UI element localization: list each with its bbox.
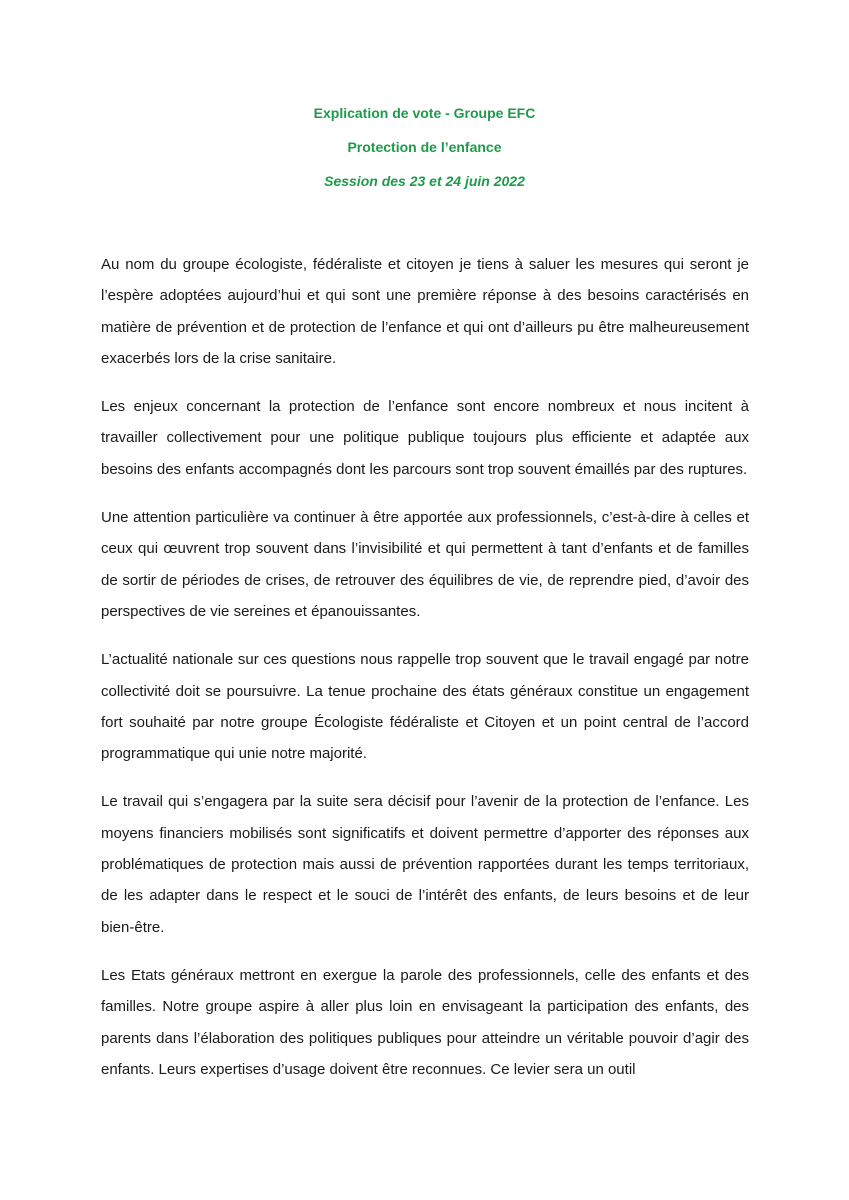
- session-date: Session des 23 et 24 juin 2022: [324, 173, 525, 189]
- paragraph-introduction: Au nom du groupe écologiste, fédéraliste et citoyen je tiens à saluer les mesures qui seront je l’espère adoptées aujourd’hui et qui sont une première réponse à des besoins caractérisés en matière de prévention et de protection de l’enfance et qui ont d’ailleurs pu être malheureusement exacerbés lors de la crise sanitaire.: [101, 256, 749, 367]
- paragraph-enjeux: Les enjeux concernant la protection de l’enfance sont encore nombreux et nous incitent à travailler collectivement pour une politique publique toujours plus efficiente et adaptée aux besoins des enfants accompagnés dont les parcours sont trop souvent émaillés par des ruptures.: [101, 398, 749, 478]
- document-header: [0, 96, 849, 198]
- document-title: Explication de vote - Groupe EFC: [313, 105, 536, 121]
- paragraph-actualite: L’actualité nationale sur ces questions nous rappelle trop souvent que le travail engagé par notre collectivité doit se poursuivre. La tenue prochaine des états généraux constitue un engagement fort souhaité par notre groupe Écologiste fédéraliste et Citoyen et un point central de l’accord programmatique qui unie notre majorité.: [101, 651, 749, 763]
- document-body: [101, 249, 749, 1085]
- paragraph-professionnels: Une attention particulière va continuer à être apportée aux professionnels, c’est-à-dire à celles et ceux qui œuvrent trop souvent dans l’invisibilité et qui permettent à tant d’enfants et de familles de sortir de périodes de crises, de retrouver des équilibres de vie, de reprendre pied, d’avoir des perspectives de vie sereines et épanouissantes.: [101, 509, 749, 620]
- paragraph-etats-generaux: Les Etats généraux mettront en exergue la parole des professionnels, celle des enfants et des familles. Notre groupe aspire à aller plus loin en envisageant la participation des enfants, des parents dans l’élaboration des politiques publiques pour atteindre un véritable pouvoir d’agir des enfants. Leurs expertises d’usage doivent être reconnues. Ce levier sera un outil: [101, 966, 749, 1078]
- paragraph-travail: Le travail qui s’engagera par la suite sera décisif pour l’avenir de la protection de l’enfance. Les moyens financiers mobilisés sont significatifs et doivent permettre d’apporter des réponses aux problématiques de protection mais aussi de prévention rapportées durant les temps territoriaux, de les adapter dans le respect et le souci de l’intérêt des enfants, de leurs besoins et de leur bien-être.: [101, 793, 749, 936]
- document-subtitle: Protection de l’enfance: [347, 139, 502, 155]
